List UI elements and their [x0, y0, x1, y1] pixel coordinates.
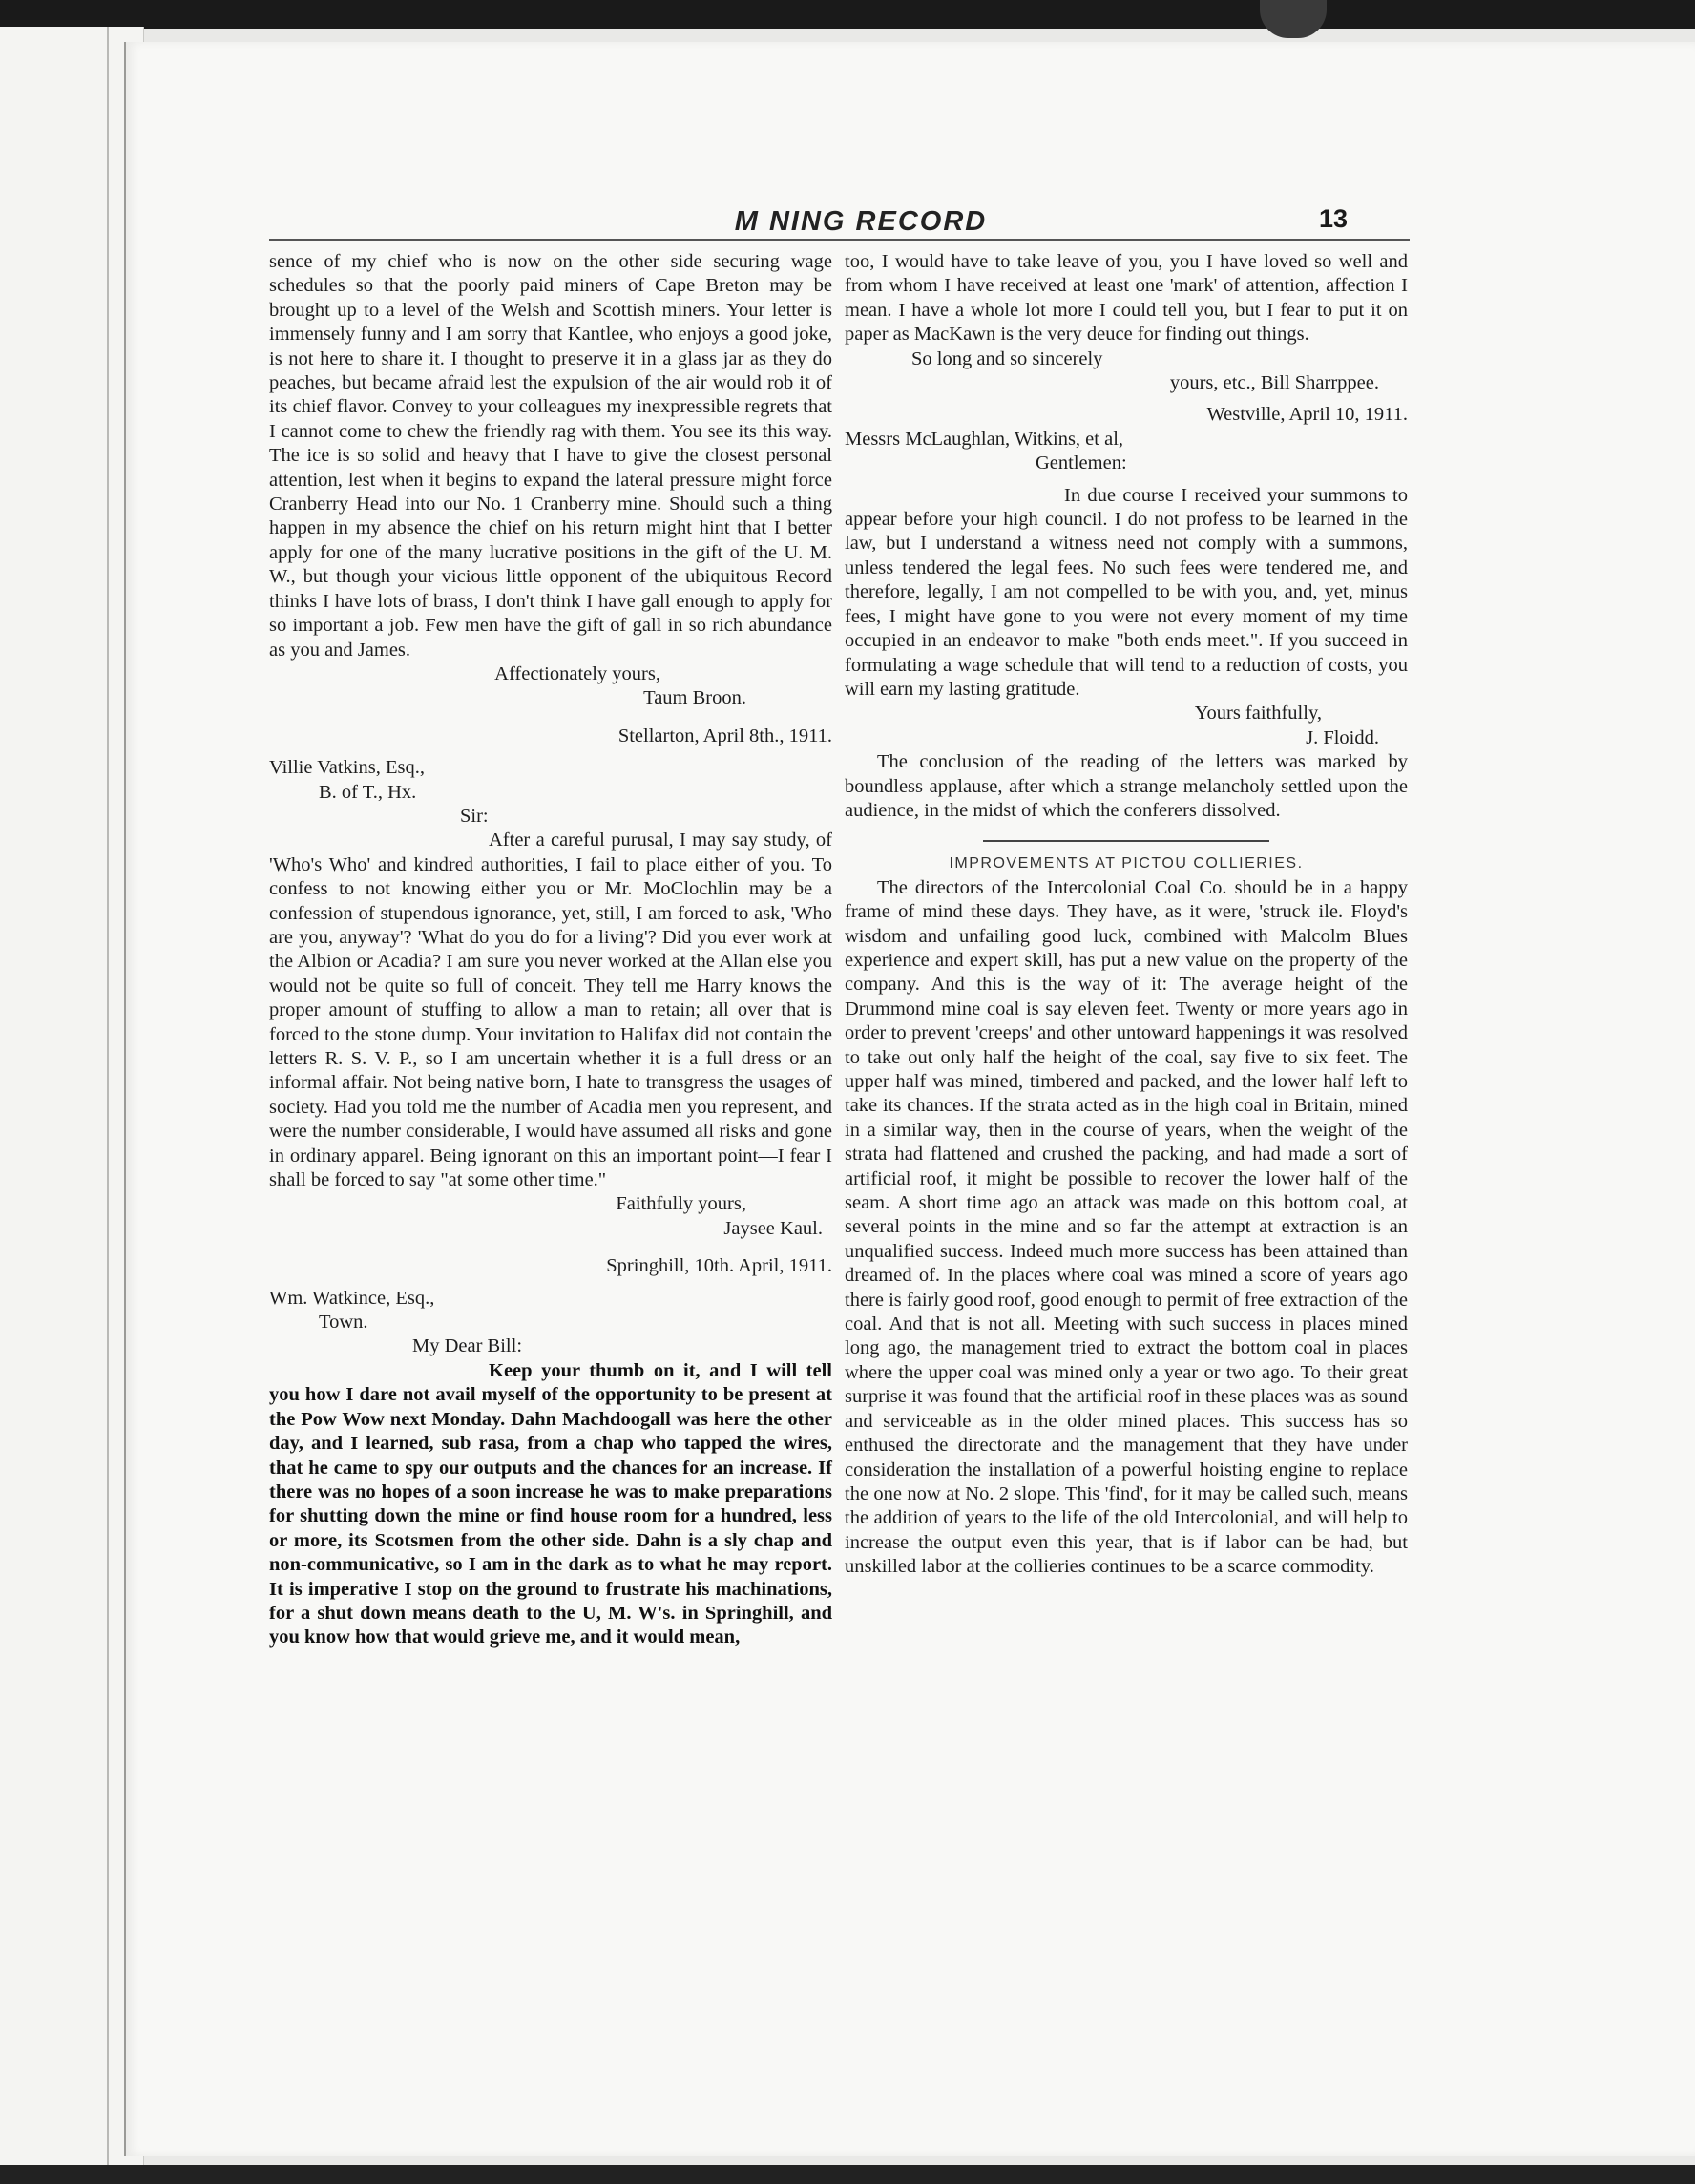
- letter-signature: Taum Broon.: [643, 687, 746, 709]
- section-divider: [983, 840, 1269, 842]
- binding-clip: [1260, 0, 1327, 38]
- letter-closing: Yours faithfully,: [1194, 703, 1322, 724]
- letter-body-paragraph: In due course I received your summons to appear before your high council. I do not profess to be learned in the law, but I understand a witness need not comply with a summons, unless tendered the legal fees. No such fees were tendered me, and therefore, legally, I am not compelled to be with you, and, yet, minus fees, I might have gone to you were not every moment of my time occupied in an endeavor to make "both ends meet.". If you succeed in formulating a wage schedule that will tend to a reduction of costs, you will earn my lasting gratitude.: [845, 484, 1408, 700]
- letter-closing: Faithfully yours,: [616, 1193, 746, 1215]
- letter-closing: Affectionately yours,: [494, 662, 660, 684]
- right-column: [845, 250, 1408, 1580]
- letter-body-paragraph: too, I would have to take leave of you, you I have loved so well and from whom I have received at least one 'mark' of attention, affection I mean. I have a whole lot more I could tell you, but I fear to put it on paper as MacKawn is the very deuce for finding out things.: [845, 251, 1408, 346]
- letter-recipient: Wm. Watkince, Esq.,: [269, 1287, 435, 1309]
- scan-top-border: [0, 0, 1695, 29]
- letter-salutation: Sir:: [460, 805, 489, 827]
- letter-signature: J. Floidd.: [1306, 726, 1379, 748]
- letter-body-paragraph: After a careful purusal, I may say study, of 'Who's Who' and kindred authorities, I fail to place either of you. To confess to not knowing either you or Mr. MoClochlin may be a confession of stupendous ignorance, yet, still, I am forced to ask, 'Who are you, anyway'? 'What do you do for a living'? Did you ever work at the Albion or Acadia? I am sure you never worked at the Allan else you would not be quite so full of conceit. They tell me Harry knows the proper amount of stuffing to allow a man to retain; all over that is forced to the stone dump. Your invitation to Halifax did not contain the letters R. S. V. P., so I am uncertain whether it is a full dress or an informal affair. Not being native born, I hate to transgress the usages of society. Had you told me the number of Acadia men you represent, and were the number considerable, I would have assumed all risks and gone in ordinary apparel. Being ignorant on this an important point—I fear I shall be forced to say "at some other time.": [269, 830, 832, 1191]
- running-header: [269, 206, 1405, 235]
- page-fold-line: [107, 27, 109, 2165]
- letter-signature: yours, etc., Bill Sharrppee.: [1169, 372, 1379, 394]
- scan-bottom-border: [0, 2165, 1695, 2184]
- letter-recipient-line2: Town.: [319, 1312, 368, 1334]
- letter-body-paragraph: Keep your thumb on it, and I will tell you how I dare not avail myself of the opportunity to be present at the Pow Wow next Monday. Dahn Machdoogall was here the other day, and I learned, sub rasa, from a chap who tapped the wires, that he came to spy our outputs and the chances for an increase. If there was no hopes of a soon increase he was to make preparations for shutting down the mine or find house room for a hundred, less or more, its Scotsmen from the other side. Dahn is a sly chap and non-communicative, so I am in the dark as to what he may report. It is imperative I stop on the ground to frustrate his machinations, for a shut down means death to the U, M. W's. in Springhill, and you know how that would grieve me, and it would mean,: [269, 1359, 832, 1648]
- letter-dateline: Springhill, 10th. April, 1911.: [606, 1255, 832, 1277]
- letter-dateline: Stellarton, April 8th., 1911.: [617, 724, 832, 746]
- facing-page-edge: [0, 27, 144, 2165]
- left-column: [269, 250, 832, 1650]
- letter-recipient: Messrs McLaughlan, Witkins, et al,: [845, 428, 1124, 450]
- header-rule: [269, 239, 1410, 241]
- letter-body-paragraph: sence of my chief who is now on the other side securing wage schedules so that the poorly paid miners of Cape Breton may be brought up to a level of the Welsh and Scottish miners. Your letter is immensely funny and I am sorry that Kantlee, who enjoys a good joke, is not here to share it. I thought to preserve it in a glass jar as they do peaches, but became afraid lest the expulsion of the air would rob it of its chief flavor. Convey to your colleagues my inexpressible regrets that I cannot come to chew the friendly rag with them. You see its this way. The ice is so solid and heavy that I have to give the closest personal attention, lest when it begins to expand the lateral pressure might force Cranberry Head into our No. 1 Cranberry mine. Should such a thing happen in my absence the chief on his return might hint that I better apply for one of the many lucrative positions in the gift of the U. M. W., but though your vicious little opponent of the ubiquitous Record thinks I have lots of brass, I don't think I have gall enough to apply for so important a job. Few men have the gift of gall in so rich abundance as you and James.: [269, 251, 832, 661]
- journal-title: M NING RECORD: [734, 206, 988, 237]
- article-paragraph: The directors of the Intercolonial Coal Co. should be in a happy frame of mind these days. They have, as it were, 'struck ile. Floyd's wisdom and unfailing good luck, combined with Malcolm Blues experience and expert skill, has put a new value on the property of the company. And this is the way of it: The average height of the Drummond mine coal is say eleven feet. Twenty or more years ago in order to prevent 'creeps' and other untoward happenings it was resolved to take out only half the height of the coal, say five to six feet. The upper half was mined, timbered and packed, and the lower half left to take its chances. If the strata acted as in the high coal in Britain, mined in a similar way, then in the course of years, when the weight of the strata had flattened and crushed the packing, and had made a sort of artificial roof, it might be possible to recover the lower half of the seam. A short time ago an attack was made on this bottom coal, at several points in the mine and so far the attempt at extraction is an unqualified success. Indeed much more success has been attained than dreamed of. In the places where coal was mined a score of years ago there is fairly good roof, good enough to permit of free extraction of the coal. And that is not all. Meeting with such success in places mined long ago, the management tried to extract the bottom coal in places where the upper coal was mined only a year or two ago. To their great surprise it was found that the artificial roof in these places was as sound and serviceable as in the older mined places. This success has so enthused the directorate and the management that they have under consideration the installation of a powerful hoisting engine to replace the one now at No. 2 slope. This 'find', for it may be called such, means the addition of years to the life of the old Intercolonial, and will help to increase the output even this year, that is if labor can be had, but unskilled labor at the collieries continues to be a scarce commodity.: [845, 876, 1408, 1578]
- letter-recipient: Villie Vatkins, Esq.,: [269, 757, 425, 779]
- letter-signature: Jaysee Kaul.: [723, 1217, 823, 1239]
- letter-salutation: My Dear Bill:: [412, 1335, 523, 1357]
- page-number: 13: [1318, 204, 1348, 233]
- letter-dateline: Westville, April 10, 1911.: [1206, 404, 1408, 426]
- letter-recipient-line2: B. of T., Hx.: [319, 781, 417, 803]
- letter-closing: So long and so sincerely: [911, 347, 1103, 369]
- section-heading: IMPROVEMENTS AT PICTOU COLLIERIES.: [949, 855, 1304, 872]
- letter-salutation: Gentlemen:: [1036, 452, 1127, 474]
- narrative-paragraph: The conclusion of the reading of the letters was marked by boundless applause, after which a strange melancholy settled upon the audience, in the midst of which the conferers dissolved.: [845, 751, 1408, 821]
